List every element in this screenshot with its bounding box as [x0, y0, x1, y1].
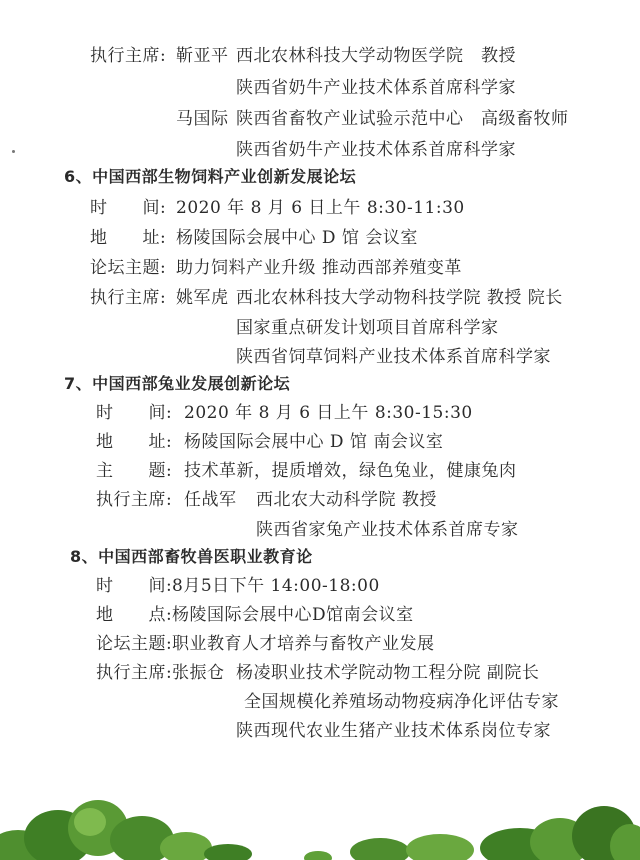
section-7-chair-title-1: 陕西省家兔产业技术体系首席专家 — [256, 520, 519, 540]
section-8-chair-label: 执行主席: — [96, 663, 173, 683]
section-6-heading: 6、中国西部生物饲料产业创新发展论坛 — [64, 167, 357, 186]
section-6-time-label: 时 间: — [90, 198, 167, 218]
section-8-theme-label: 论坛主题: — [96, 634, 173, 654]
section-7-chair-name: 任战军 — [184, 490, 237, 510]
tree-cluster-center — [304, 834, 474, 860]
section-7-heading: 7、中国西部兔业发展创新论坛 — [64, 374, 291, 393]
tree-border-illustration — [0, 800, 640, 860]
section-7-place-label: 地 址: — [96, 432, 173, 452]
section-8-theme: 职业教育人才培养与畜牧产业发展 — [172, 634, 435, 654]
section-6-theme: 助力饲料产业升级 推动西部养殖变革 — [176, 258, 462, 278]
section-8-place-label: 地 点: — [96, 605, 173, 625]
section-7-chair-label: 执行主席: — [96, 490, 173, 510]
top-chair-2-affiliation: 陕西省畜牧产业试验示范中心 高级畜牧师 — [236, 109, 569, 129]
section-7-time: 2020 年 8 月 6 日上午 8:30-15:30 — [184, 403, 473, 423]
tree-cluster-right — [480, 806, 640, 860]
section-8-time-label: 时 间: — [96, 576, 173, 596]
section-8-place: 杨陵国际会展中心D馆南会议室 — [172, 605, 414, 625]
section-6-chair-affiliation: 西北农林科技大学动物科技学院 教授 院长 — [236, 288, 563, 308]
section-6-place-label: 地 址: — [90, 228, 167, 248]
section-6-chair-label: 执行主席: — [90, 288, 167, 308]
section-7-chair-affiliation: 西北农大动科学院 教授 — [256, 490, 437, 510]
top-chair-2-name: 马国际 — [176, 109, 229, 129]
section-7-theme-label: 主 题: — [96, 461, 173, 481]
top-chair-1-title: 陕西省奶牛产业技术体系首席科学家 — [236, 78, 516, 98]
section-7-time-label: 时 间: — [96, 403, 173, 423]
section-6-chair-title-1: 国家重点研发计划项目首席科学家 — [236, 318, 499, 338]
top-chair-1-affiliation: 西北农林科技大学动物医学院 教授 — [236, 46, 516, 66]
section-8-chair-title-1: 全国规模化养殖场动物疫病净化评估专家 — [244, 692, 559, 712]
top-chair-2-title: 陕西省奶牛产业技术体系首席科学家 — [236, 140, 516, 160]
section-6-chair-title-2: 陕西省饲草饲料产业技术体系首席科学家 — [236, 347, 551, 367]
section-6-place: 杨陵国际会展中心 D 馆 会议室 — [176, 228, 418, 248]
section-8-chair-name: 张振仓 — [172, 663, 225, 683]
section-6-time: 2020 年 8 月 6 日上午 8:30-11:30 — [176, 198, 465, 218]
section-7-theme: 技术革新，提质增效，绿色兔业，健康兔肉 — [184, 461, 517, 481]
top-chair-label: 执行主席: — [90, 46, 167, 66]
scan-speck — [12, 150, 15, 153]
section-8-heading: 8、中国西部畜牧兽医职业教育论 — [70, 547, 313, 566]
section-8-time: 8月5日下午 14:00-18:00 — [172, 576, 380, 596]
tree-cluster-left — [0, 800, 252, 860]
section-7-place: 杨陵国际会展中心 D 馆 南会议室 — [184, 432, 444, 452]
top-chair-1-name: 靳亚平 — [176, 46, 229, 66]
section-8-chair-affiliation: 杨凌职业技术学院动物工程分院 副院长 — [236, 663, 540, 683]
section-6-chair-name: 姚军虎 — [176, 288, 229, 308]
section-6-theme-label: 论坛主题: — [90, 258, 167, 278]
section-8-chair-title-2: 陕西现代农业生猪产业技术体系岗位专家 — [236, 721, 551, 741]
